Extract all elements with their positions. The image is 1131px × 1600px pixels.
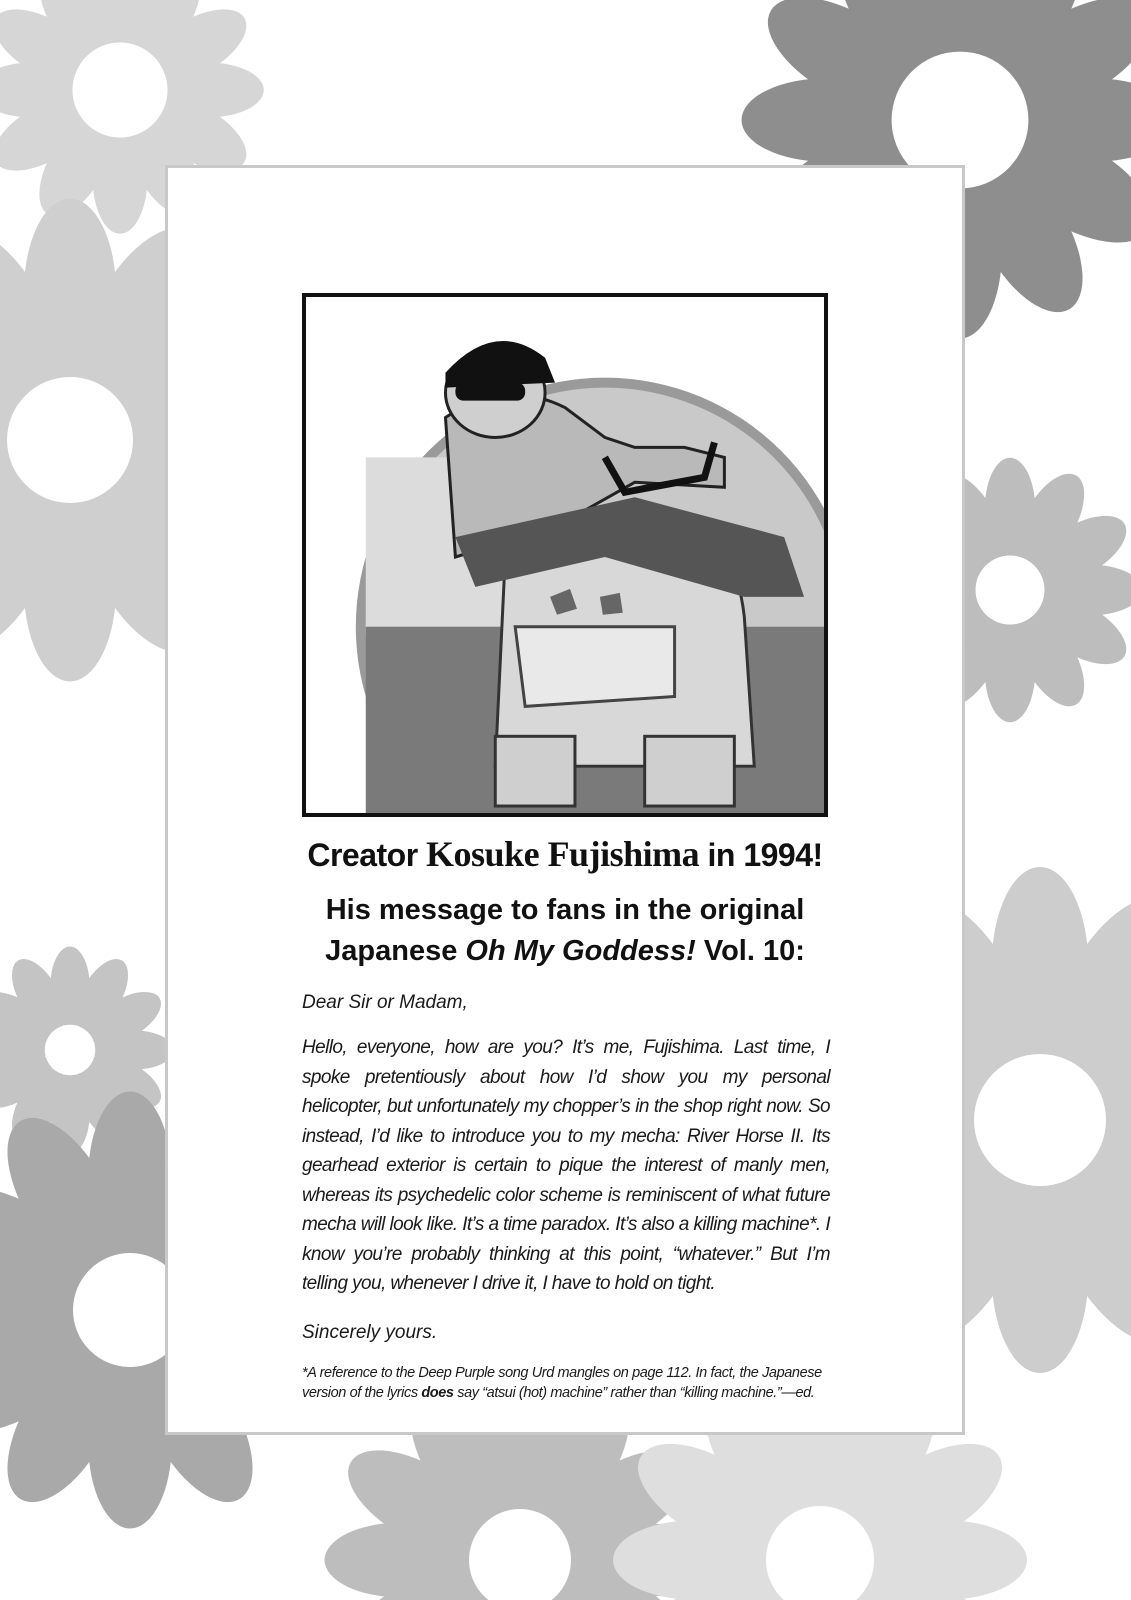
footnote-emphasis: does [421, 1385, 454, 1401]
caption-prefix: Creator [307, 837, 418, 873]
subtitle-line-1: His message to fans in the original [325, 894, 805, 926]
creator-name: Kosuke Fujishima [426, 834, 700, 874]
book-title: Oh My Goddess! [465, 935, 696, 967]
letter-salutation: Dear Sir or Madam, [302, 992, 468, 1013]
caption-title [210, 833, 920, 875]
subtitle-line-2 [210, 931, 920, 972]
footnote-text-2: say “atsui (hot) machine” rather than “killing machine.”—ed. [457, 1385, 815, 1401]
photo-illustration [306, 297, 824, 813]
volume-label: Vol. 10: [703, 935, 805, 967]
letter-body: Hello, everyone, how are you? It’s me, Fujishima. Last time, I spoke pretentiously about how I’d show you my personal helicopter, but unfortunately my chopper’s in the shop right now. So instead, I’d like to introduce you to my mecha: River Horse II. Its gearhead exterior is certain to pique the interest of manly men, whereas its psychedelic color scheme is reminiscent of what future mecha will look like. It’s a time paradox. It’s also a killing machine*. I know you’re probably thinking at this point, “whatever.” But I’m telling you, whenever I drive it, I have to hold on tight. [302, 1037, 830, 1294]
footnote-text-1: *A reference to the Deep Purple song Urd mangles on page 112. In fact, the Japanese version of the lyrics [302, 1365, 822, 1401]
letter-signoff: Sincerely yours. [302, 1322, 438, 1343]
caption-subtitle [210, 890, 920, 972]
footnote [302, 1363, 832, 1403]
caption-year: in 1994! [707, 837, 823, 873]
subtitle-prefix: Japanese [325, 935, 458, 967]
photo-creator-on-mecha [302, 293, 828, 817]
